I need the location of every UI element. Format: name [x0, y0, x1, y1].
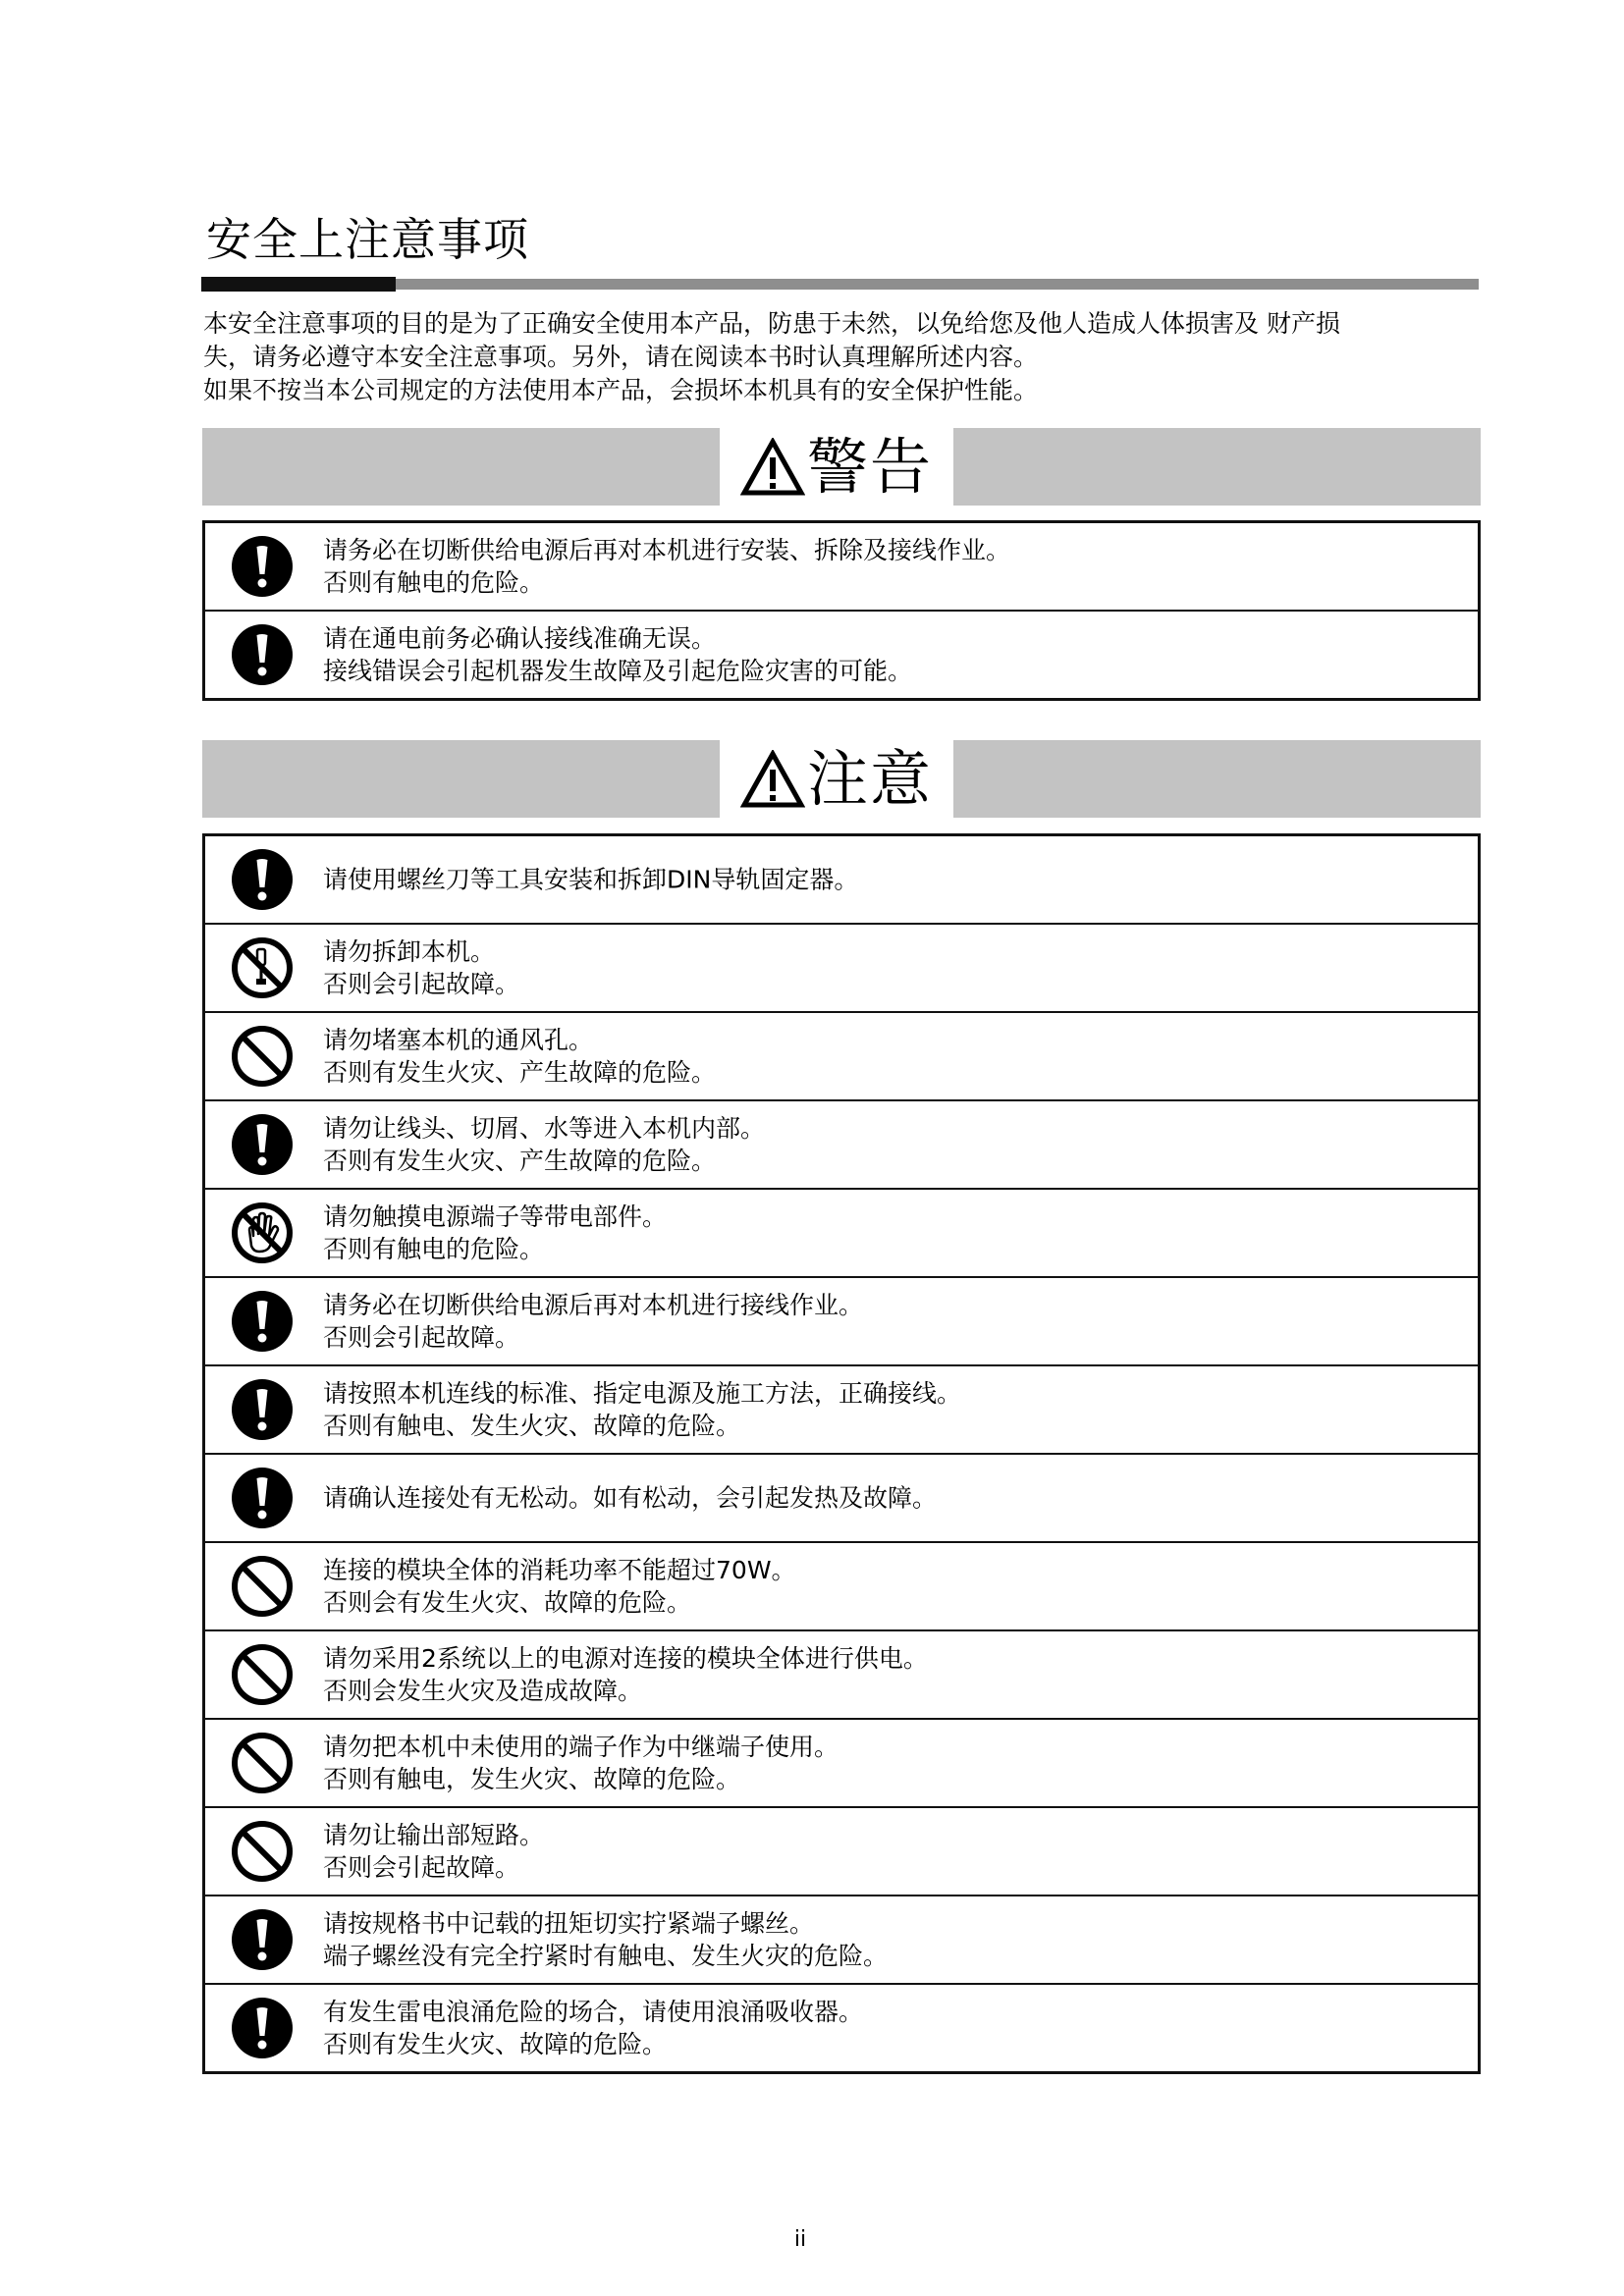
warning-triangle-icon [740, 750, 805, 809]
mandatory-icon [230, 847, 295, 912]
title-underline-thick [201, 277, 396, 292]
caution-item-text [323, 1201, 1468, 1265]
warning-item-text [323, 622, 1468, 687]
mandatory-icon [230, 1907, 295, 1972]
item-line: 端子螺丝没有完全拧紧时有触电、发生火灾的危险。 [323, 1942, 889, 1970]
intro-line: 失，请务必遵守本安全注意事项。另外，请在阅读本书时认真理解所述内容。 [203, 343, 1039, 371]
caution-item-text [323, 935, 1468, 1000]
mandatory-icon [230, 1996, 295, 2060]
item-line: 否则有发生火灾、产生故障的危险。 [323, 1058, 717, 1087]
warning-banner-label [720, 428, 953, 506]
mandatory-icon [230, 1466, 295, 1530]
item-line: 否则有触电、发生火灾、故障的危险。 [323, 1412, 741, 1440]
item-line: 否则有发生火灾、故障的危险。 [323, 2030, 668, 2058]
warning-item [205, 610, 1478, 698]
item-line: 请使用螺丝刀等工具安装和拆卸DIN导轨固定器。 [323, 865, 859, 894]
caution-item-text [323, 1377, 1468, 1442]
caution-item [205, 923, 1478, 1011]
prohibition-icon [230, 1819, 295, 1884]
item-line: 请确认连接处有无松动。如有松动，会引起发热及故障。 [323, 1483, 938, 1513]
caution-item [205, 1188, 1478, 1276]
warning-heading: 警告 [806, 430, 933, 503]
caution-item-text [323, 1642, 1468, 1707]
item-line: 请勿拆卸本机。 [323, 937, 496, 966]
prohibition-icon [230, 1642, 295, 1707]
caution-item-text [323, 1289, 1468, 1354]
item-line: 请勿让输出部短路。 [323, 1821, 545, 1849]
caution-item [205, 1983, 1478, 2071]
mandatory-icon [230, 1289, 295, 1354]
prohibition-icon [230, 1731, 295, 1795]
item-line: 接线错误会引起机器发生故障及引起危险灾害的可能。 [323, 657, 913, 685]
item-line: 请按照本机连线的标准、指定电源及施工方法，正确接线。 [323, 1379, 962, 1408]
caution-item [205, 836, 1478, 923]
item-line: 请在通电前务必确认接线准确无误。 [323, 624, 717, 653]
caution-item [205, 1276, 1478, 1364]
caution-banner [202, 740, 1481, 818]
item-line: 请按规格书中记载的扭矩切实拧紧端子螺丝。 [323, 1909, 815, 1938]
caution-item [205, 1895, 1478, 1983]
prohibition-icon [230, 1024, 295, 1089]
caution-item [205, 1806, 1478, 1895]
item-line: 请勿堵塞本机的通风孔。 [323, 1026, 594, 1054]
warning-item [205, 523, 1478, 610]
caution-item-text [323, 1907, 1468, 1972]
caution-item-text [323, 1554, 1468, 1619]
mandatory-icon [230, 1377, 295, 1442]
page-number: ii [793, 2227, 807, 2252]
caution-heading: 注意 [806, 742, 933, 815]
item-line: 请务必在切断供给电源后再对本机进行接线作业。 [323, 1291, 864, 1319]
item-line: 请务必在切断供给电源后再对本机进行安装、拆除及接线作业。 [323, 536, 1011, 564]
warning-banner [202, 428, 1481, 506]
caution-banner-label [720, 740, 953, 818]
caution-item [205, 1541, 1478, 1629]
caution-item [205, 1364, 1478, 1453]
mandatory-icon [230, 622, 295, 687]
caution-item-text [323, 1024, 1468, 1089]
item-line: 请勿把本机中未使用的端子作为中继端子使用。 [323, 1733, 839, 1761]
intro-paragraph [203, 307, 1489, 407]
item-line: 否则会引起故障。 [323, 1323, 520, 1352]
page-title: 安全上注意事项 [206, 213, 529, 266]
item-line: 否则有触电的危险。 [323, 1235, 545, 1263]
warning-triangle-icon [740, 438, 805, 497]
title-underline-thin [396, 279, 1479, 290]
prohibition-icon [230, 1554, 295, 1619]
item-line: 否则会有发生火灾、故障的危险。 [323, 1588, 692, 1617]
caution-item-text [323, 1112, 1468, 1177]
item-line: 否则会发生火灾及造成故障。 [323, 1677, 643, 1705]
item-line: 请勿采用2系统以上的电源对连接的模块全体进行供电。 [323, 1644, 928, 1673]
caution-item [205, 1629, 1478, 1718]
item-line: 否则会引起故障。 [323, 1853, 520, 1882]
caution-item-text [323, 1731, 1468, 1795]
no-disassembly-icon [230, 935, 295, 1000]
caution-item-text [323, 864, 1468, 896]
mandatory-icon [230, 1112, 295, 1177]
intro-line: 如果不按当本公司规定的方法使用本产品，会损坏本机具有的安全保护性能。 [203, 376, 1039, 404]
item-line: 有发生雷电浪涌危险的场合，请使用浪涌吸收器。 [323, 1998, 864, 2026]
item-line: 否则有发生火灾、产生故障的危险。 [323, 1147, 717, 1175]
warning-list [202, 520, 1481, 701]
item-line: 请勿触摸电源端子等带电部件。 [323, 1202, 668, 1231]
caution-list [202, 833, 1481, 2074]
caution-item [205, 1011, 1478, 1099]
caution-item-text [323, 1482, 1468, 1515]
caution-item [205, 1099, 1478, 1188]
mandatory-icon [230, 534, 295, 599]
caution-item-text [323, 1996, 1468, 2060]
no-touch-icon [230, 1201, 295, 1265]
item-line: 请勿让线头、切屑、水等进入本机内部。 [323, 1114, 766, 1143]
item-line: 连接的模块全体的消耗功率不能超过70W。 [323, 1556, 796, 1584]
item-line: 否则会引起故障。 [323, 970, 520, 998]
caution-item [205, 1453, 1478, 1541]
item-line: 否则有触电的危险。 [323, 568, 545, 597]
warning-item-text [323, 534, 1468, 599]
item-line: 否则有触电，发生火灾、故障的危险。 [323, 1765, 741, 1793]
caution-item [205, 1718, 1478, 1806]
intro-line: 本安全注意事项的目的是为了正确安全使用本产品，防患于未然，以免给您及他人造成人体损害及 财产损 [203, 309, 1340, 338]
caution-item-text [323, 1819, 1468, 1884]
